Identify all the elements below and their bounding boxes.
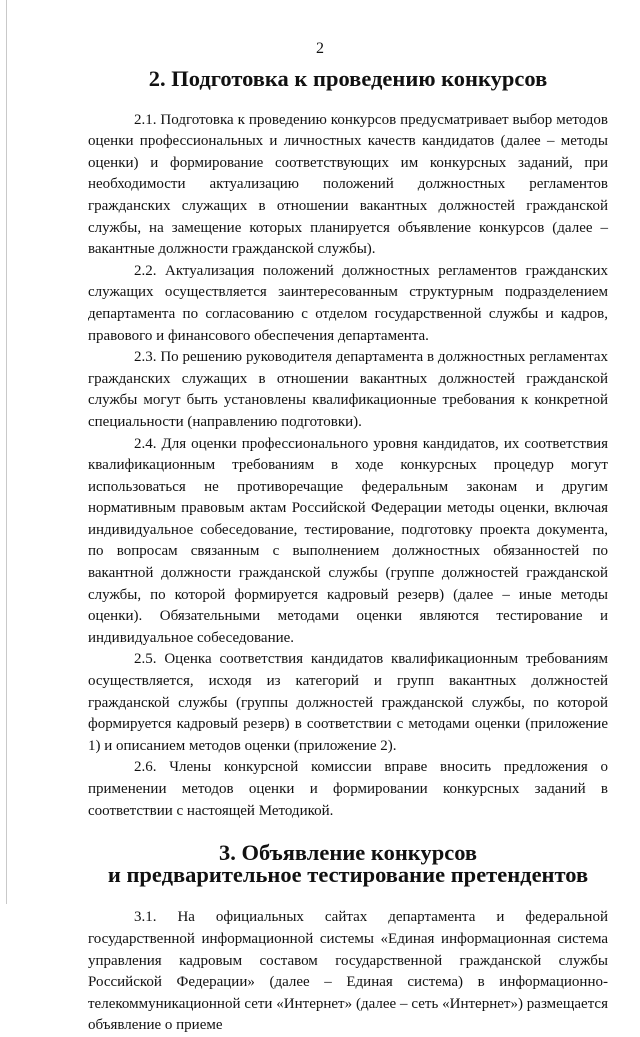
paragraph-2-1: 2.1. Подготовка к проведению конкурсов предусматривает выбор методов оценки профессиональных и личностных качеств кандидатов (далее – методы оценки) и формирование соответствующих им конкурсных заданий, при необходимости актуализацию положений должностных регламентов гражданских служащих в отношении вакантных должностей гражданской службы, на замещение которых планируется объявление конкурсов (далее – вакантные должности гражданской службы).: [88, 111, 608, 258]
section-3-heading: [88, 842, 608, 885]
paragraph-2-2: 2.2. Актуализация положений должностных регламентов гражданских служащих осуществляется заинтересованным структурным подразделением департамента по согласованию с отделом государственной службы и кадров, правового и финансового обеспечения департамента.: [88, 262, 608, 344]
section-3-title-line-2: и предварительное тестирование претендентов: [107, 861, 589, 887]
page-number: 2: [316, 40, 324, 57]
document-body: [88, 68, 608, 1037]
paragraph-2-6: 2.6. Члены конкурсной комиссии вправе вносить предложения о применении методов оценки и формировании конкурсных заданий в соответствии с настоящей Методикой.: [88, 759, 608, 819]
paragraph-2-3: 2.3. По решению руководителя департамента в должностных регламентах гражданских служащих в отношении вакантных должностей гражданской службы могут быть установлены квалификационные требования к конкретной специальности (направлению подготовки).: [88, 349, 608, 430]
section-3-title-line-1: 3. Объявление конкурсов: [218, 840, 478, 866]
section-2-title: 2. Подготовка к проведению конкурсов: [148, 66, 548, 91]
scan-edge-line: [6, 0, 7, 904]
paragraph-2-5: 2.5. Оценка соответствия кандидатов квалификационным требованиям осуществляется, исходя из категорий и групп вакантных должностей гражданской службы (группы должностей гражданской службы, по которой формируется кадровый резерв) в соответствии с методами оценки (приложение 1) и описанием методов оценки (приложение 2).: [88, 651, 608, 754]
paragraph-3-1: 3.1. На официальных сайтах департамента и федеральной государственной информационной системы «Единая информационная система управления кадровым составом государственной гражданской службы Российской Федерации» (далее – Единая система) в информационно-телекоммуникационной сети «Интернет» (далее – сеть «Интернет») размещается объявление о приеме: [88, 909, 608, 1034]
paragraph-2-4: 2.4. Для оценки профессионального уровня кандидатов, их соответствия квалификационным требованиям в ходе конкурсных процедур могут использоваться не противоречащие федеральным законам и другим нормативным правовым актам Российской Федерации методы оценки, включая индивидуальное собеседование, тестирование, подготовку проекта документа, по вопросам связанным с выполнением должностных обязанностей по вакантной должности гражданской службы (группе должностей гражданской службы, по которой формируется кадровый резерв) (далее – иные методы оценки). Обязательными методами оценки являются тестирование и индивидуальное собеседование.: [88, 435, 608, 646]
section-2-heading: [88, 68, 608, 90]
